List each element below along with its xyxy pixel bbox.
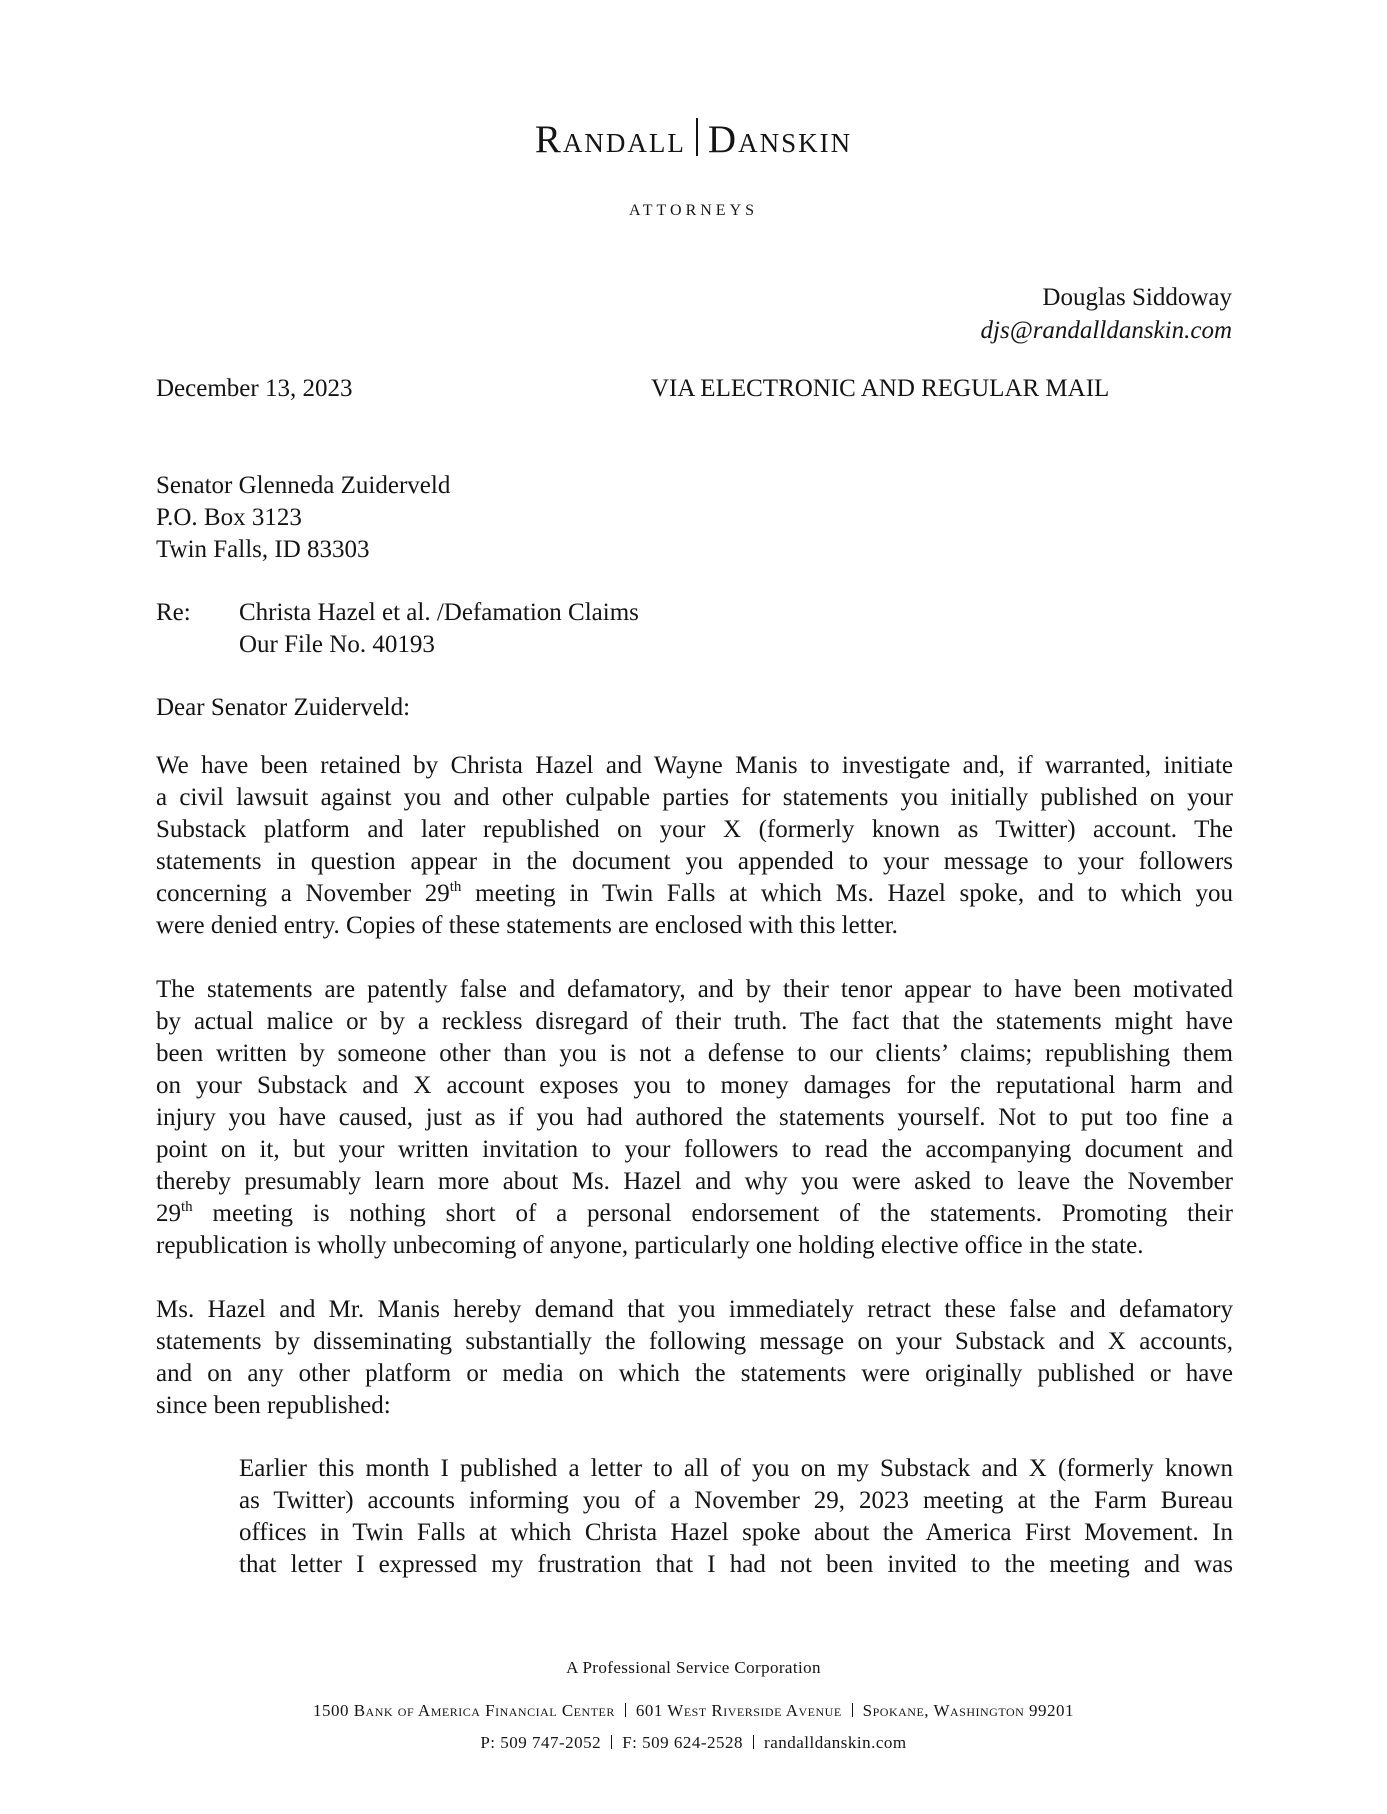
text-line: republication is wholly unbecoming of anyone, particularly one holding elective office in the state.: [156, 1232, 1144, 1259]
footer-phone: P: 509 747-2052: [480, 1733, 602, 1752]
footer-address-part: 1500 Bank of America Financial Center: [312, 1701, 615, 1720]
text-line: statements in question appear in the document you appended to your message to your followers: [156, 848, 1233, 875]
footer-address-part: 601 West Riverside Avenue: [635, 1701, 842, 1720]
footer-website: randalldanskin.com: [764, 1733, 907, 1752]
text-line: Ms. Hazel and Mr. Manis hereby demand that you immediately retract these false and defamatory: [156, 1296, 1233, 1323]
text-line: since been republished:: [156, 1392, 391, 1419]
ordinal-suffix: th: [449, 879, 462, 895]
text-segment: meeting is nothing short of a personal endorsement of the statements. Promoting their: [192, 1200, 1233, 1227]
sender-email: djs@randalldanskin.com: [980, 317, 1232, 344]
footer-contact: [0, 1733, 1387, 1753]
footer-divider: [611, 1735, 612, 1749]
text-line: The statements are patently false and defamatory, and by their tenor appear to have been motivated: [156, 976, 1233, 1003]
salutation: Dear Senator Zuiderveld:: [156, 694, 411, 721]
footer-divider: [753, 1735, 754, 1749]
footer-fax: F: 509 624-2528: [622, 1733, 744, 1752]
firm-subtitle: ATTORNEYS: [628, 202, 759, 219]
text-line: statements by disseminating substantially the following message on your Substack and X accounts,: [156, 1328, 1233, 1355]
text-line: Earlier this month I published a letter to all of you on my Substack and X (formerly known: [239, 1455, 1233, 1482]
firm-logo: [0, 118, 1387, 159]
text-line: point on it, but your written invitation to your followers to read the accompanying document and: [156, 1136, 1233, 1163]
recipient-box: P.O. Box 3123: [156, 504, 302, 531]
re-file-number: Our File No. 40193: [239, 631, 435, 658]
footer-address-part: Spokane, Washington 99201: [862, 1701, 1075, 1720]
re-label: Re:: [156, 599, 191, 626]
text-line: a civil lawsuit against you and other culpable parties for statements you initially published on your: [156, 784, 1233, 811]
footer-divider: [625, 1703, 626, 1717]
text-segment: concerning a November 29: [156, 880, 450, 907]
text-line: [156, 878, 1233, 910]
delivery-method: VIA ELECTRONIC AND REGULAR MAIL: [651, 375, 1110, 402]
text-line: offices in Twin Falls at which Christa Hazel spoke about the America First Movement. In: [239, 1519, 1233, 1546]
footer-address: [0, 1701, 1387, 1721]
sender-block: [981, 281, 1232, 347]
ordinal-suffix: th: [181, 1199, 193, 1215]
firm-name-right: Danskin: [707, 118, 853, 161]
text-segment: 29: [156, 1200, 181, 1227]
footer-corporation: A Professional Service Corporation: [566, 1658, 821, 1677]
text-segment: meeting in Twin Falls at which Ms. Hazel spoke, and to which you: [461, 880, 1233, 907]
text-line: were denied entry. Copies of these statements are enclosed with this letter.: [156, 912, 898, 939]
re-subject: Christa Hazel et al. /Defamation Claims: [239, 599, 639, 626]
sender-name: Douglas Siddoway: [1042, 284, 1232, 311]
text-line: [156, 1198, 1233, 1230]
firm-name-left: Randall: [534, 118, 686, 161]
text-line: We have been retained by Christa Hazel and Wayne Manis to investigate and, if warranted, initiate: [156, 752, 1233, 779]
text-line: been written by someone other than you is not a defense to our clients’ claims; republishing them: [156, 1040, 1233, 1067]
recipient-city: Twin Falls, ID 83303: [156, 536, 370, 563]
paragraph-3: [156, 1294, 1233, 1422]
text-line: injury you have caused, just as if you had authored the statements yourself. Not to put too fine a: [156, 1104, 1233, 1131]
text-line: Substack platform and later republished on your X (formerly known as Twitter) account. The: [156, 816, 1233, 843]
retraction-quote: [239, 1453, 1233, 1581]
text-line: and on any other platform or media on which the statements were originally published or have: [156, 1360, 1233, 1387]
recipient-name: Senator Glenneda Zuiderveld: [156, 472, 451, 499]
recipient-address: [156, 470, 450, 566]
text-line: on your Substack and X account exposes you to money damages for the reputational harm and: [156, 1072, 1233, 1099]
logo-divider: [696, 118, 698, 156]
text-line: by actual malice or by a reckless disregard of their truth. The fact that the statements might have: [156, 1008, 1233, 1035]
text-line: that letter I expressed my frustration that I had not been invited to the meeting and was: [239, 1551, 1233, 1578]
letter-date: December 13, 2023: [156, 375, 353, 402]
paragraph-1: [156, 750, 1233, 942]
paragraph-2: [156, 974, 1233, 1262]
footer-divider: [852, 1703, 853, 1717]
text-line: as Twitter) accounts informing you of a November 29, 2023 meeting at the Farm Bureau: [239, 1487, 1233, 1514]
text-line: thereby presumably learn more about Ms. Hazel and why you were asked to leave the November: [156, 1168, 1233, 1195]
